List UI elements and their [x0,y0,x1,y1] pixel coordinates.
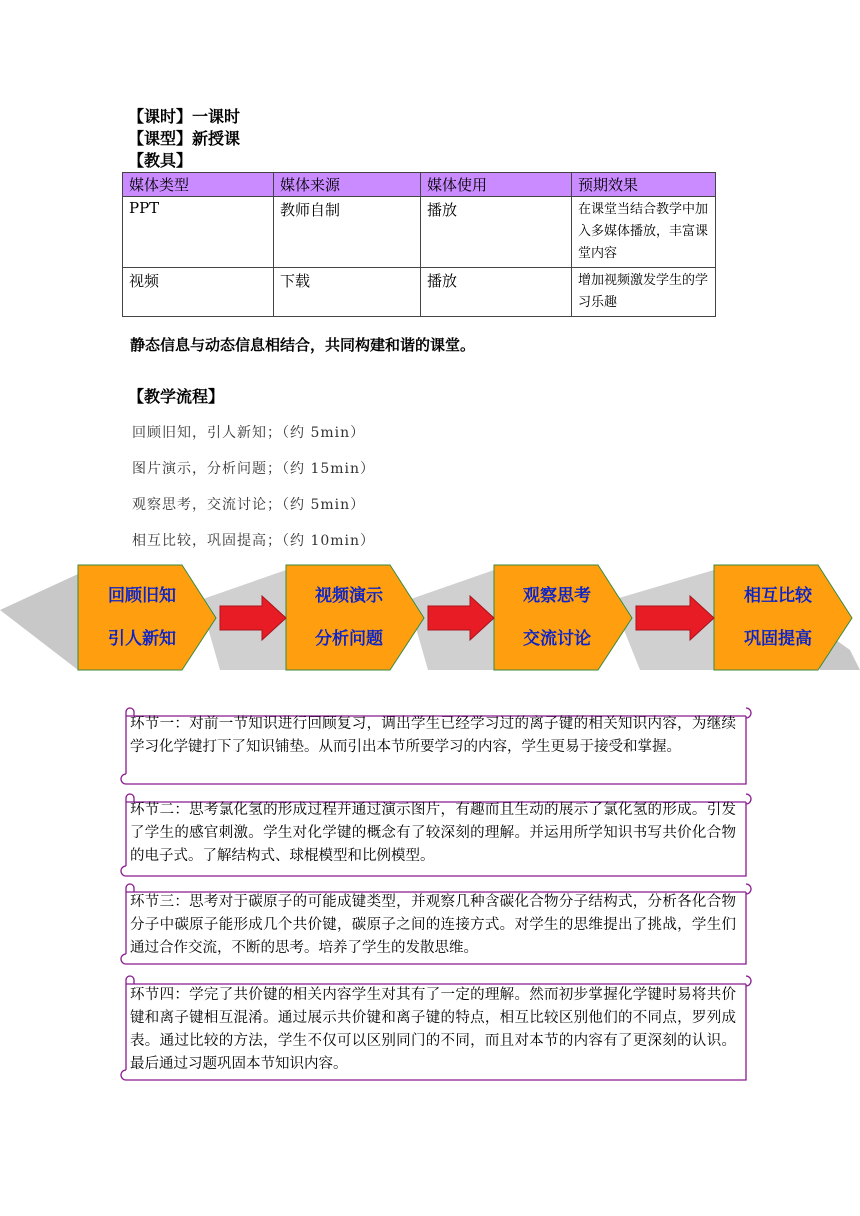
flow-step: 图片演示，分析问题；（约 15min） [132,461,376,477]
col-expected-effect: 预期效果 [572,173,716,197]
flow-box-label: 观察思考 [523,586,591,606]
flow-box-label: 视频演示 [315,586,383,606]
table-cell: 视频 [123,268,274,317]
table-cell: 播放 [421,268,572,317]
flow-step: 观察思考，交流讨论；（约 5min） [132,497,366,513]
flow-box-1 [78,565,216,670]
flow-step: 相互比较，巩固提高；（约 10min） [132,533,376,549]
section-text: 环节二：思考氯化氢的形成过程并通过演示图片，有趣而且生动的展示了氯化氢的形成。引发了学生的感官刺激。学生对化学键的概念有了较深刻的理解。并运用所学知识书写共价化合物的电子式。了解结构式、球棍模型和比例模型。 [130,802,736,864]
table-row [123,268,716,317]
media-table-header-row [123,173,716,197]
lesson-type: 【课型】新授课 [128,129,241,148]
section-scroll-3 [116,880,754,972]
flow-step: 回顾旧知，引人新知；（约 5min） [132,425,366,441]
table-cell: 播放 [421,197,572,268]
media-table [122,172,716,317]
flow-box-label: 回顾旧知 [108,586,176,606]
table-cell: 下载 [274,268,421,317]
section-scroll-4 [116,970,754,1098]
table-cell: PPT [123,197,274,268]
flow-box-3 [494,565,632,670]
lesson-time: 【课时】一课时 [128,107,241,126]
table-cell: 教师自制 [274,197,421,268]
flow-box-label: 分析问题 [315,629,383,649]
statement: 静态信息与动态信息相结合，共同构建和谐的课堂。 [130,336,476,354]
section-text: 环节四：学完了共价键的相关内容学生对其有了一定的理解。然而初步掌握化学键时易将共价键和离子键相互混淆。通过展示共价键和离子键的特点，相互比较区别他们的不同点，罗列成表。通过比较的方法，学生不仅可以区别同门的不同，而且对本节的内容有了更深刻的认识。最后通过习题巩固本节知识内容。 [130,987,736,1072]
table-cell: 在课堂当结合教学中加入多媒体播放，丰富课堂内容 [572,197,716,268]
flow-box-label: 交流讨论 [523,629,591,649]
table-cell: 增加视频激发学生的学习乐趣 [572,268,716,317]
flow-diagram [0,560,860,680]
box-shadow [0,574,78,670]
section-text: 环节一：对前一节知识进行回顾复习，调出学生已经学习过的离子键的相关知识内容，为继续学习化学键打下了知识铺垫。从而引出本节所要学习的内容，学生更易于接受和掌握。 [130,716,736,755]
section-scroll-2 [116,790,754,890]
section-scroll-1 [116,700,754,792]
flow-box-label: 相互比较 [744,586,812,606]
col-media-usage: 媒体使用 [421,173,572,197]
col-media-type: 媒体类型 [123,173,274,197]
table-row [123,197,716,268]
flow-box-2 [286,565,424,670]
flow-title: 【教学流程】 [128,387,225,406]
section-text: 环节三：思考对于碳原子的可能成键类型，并观察几种含碳化合物分子结构式，分析各化合物分子中碳原子能形成几个共价键，碳原子之间的连接方式。对学生的思维提出了挑战，学生们通过合作交流，不断的思考。培养了学生的发散思维。 [130,894,736,956]
flow-box-label: 巩固提高 [744,629,812,649]
col-media-source: 媒体来源 [274,173,421,197]
flow-box-label: 引人新知 [108,629,176,649]
teaching-tools-label: 【教具】 [128,151,193,170]
